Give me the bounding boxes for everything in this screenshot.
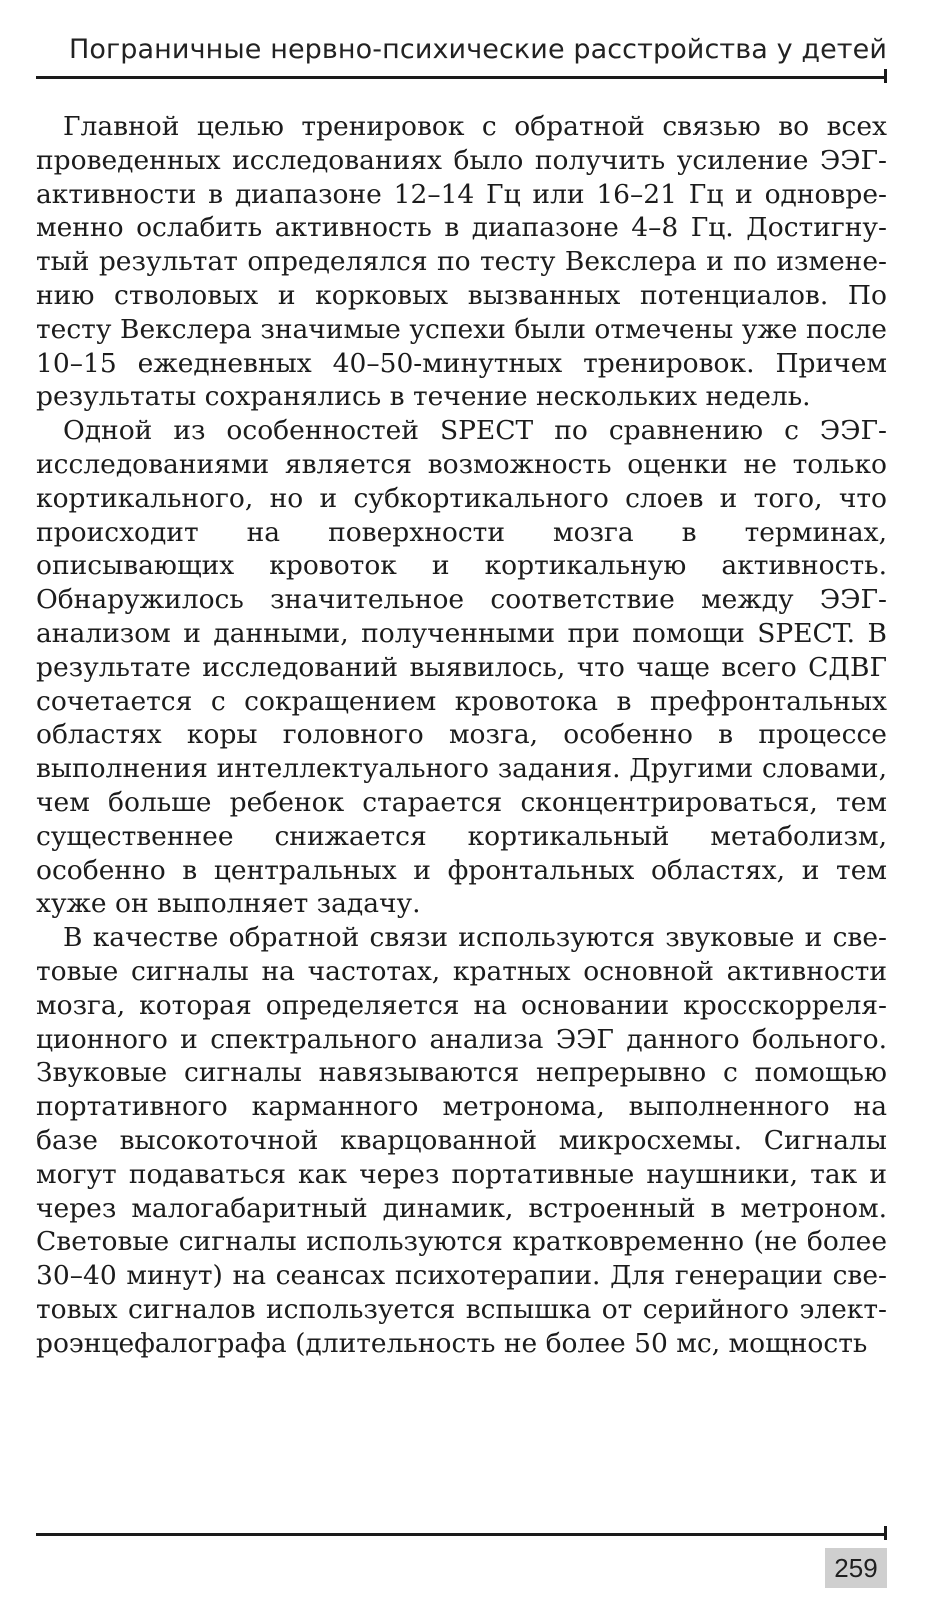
footer-rule — [36, 1533, 887, 1536]
paragraph-3: В качестве обратной связи используются звуковые и световые сигналы на частотах, кратных основной активности мозга, которая определяется на основании кросскорреляционного и спектрального анализа ЭЭГ данного больного. Звуковые сигналы навязываются непрерывно с помощью портативного карманного метронома, выполненного на базе высокоточной кварцованной микросхемы. Сигналы могут подаваться как через портативные наушники, так и через малогабаритный динамик, встроенный в метроном. Световые сигналы используются кратковременно (не более 30–40 минут) на сеансах психотерапии. Для генерации световых сигналов используется вспышка от серийного электроэнцефалографа (длительность не более 50 мс, мощность — [36, 922, 887, 1359]
header-rule — [36, 76, 887, 79]
running-header: Пограничные нервно-психические расстройства у детей — [68, 34, 887, 65]
body-text — [36, 110, 887, 1360]
paragraph-1: Главной целью тренировок с обратной связью во всех проведенных исследованиях было получить усиление ЭЭГ-активности в диапазоне 12–14 Гц или 16–21 Гц и одновременно ослабить активность в диапазоне 4–8 Гц. Достигнутый результат определялся по тесту Векслера и по изменению стволовых и корковых вызванных потенциалов. По тесту Векслера значимые успехи были отмечены уже после 10–15 ежедневных 40–50-минутных тренировок. Причем результаты сохранялись в течение нескольких недель. — [36, 111, 887, 413]
page-number: 259 — [825, 1548, 887, 1588]
paragraph-2: Одной из особенностей SPECT по сравнению с ЭЭГ-исследованиями является возможность оценки не только кортикального, но и субкортикального слоев и того, что происходит на поверхности мозга в терминах, описывающих кровоток и кортикальную активность. Обнаружилось значительное соответствие между ЭЭГ-анализом и данными, полученными при помощи SPECT. В результате исследований выявилось, что чаще всего СДВГ сочетается с сокращением кровотока в префронтальных областях коры головного мозга, особенно в процессе выполнения интеллектуального задания. Другими словами, чем больше ребенок старается сконцентрироваться, тем существеннее снижается кортикальный метаболизм, особенно в центральных и фронтальных областях, и тем хуже он выполняет задачу. — [36, 415, 887, 920]
